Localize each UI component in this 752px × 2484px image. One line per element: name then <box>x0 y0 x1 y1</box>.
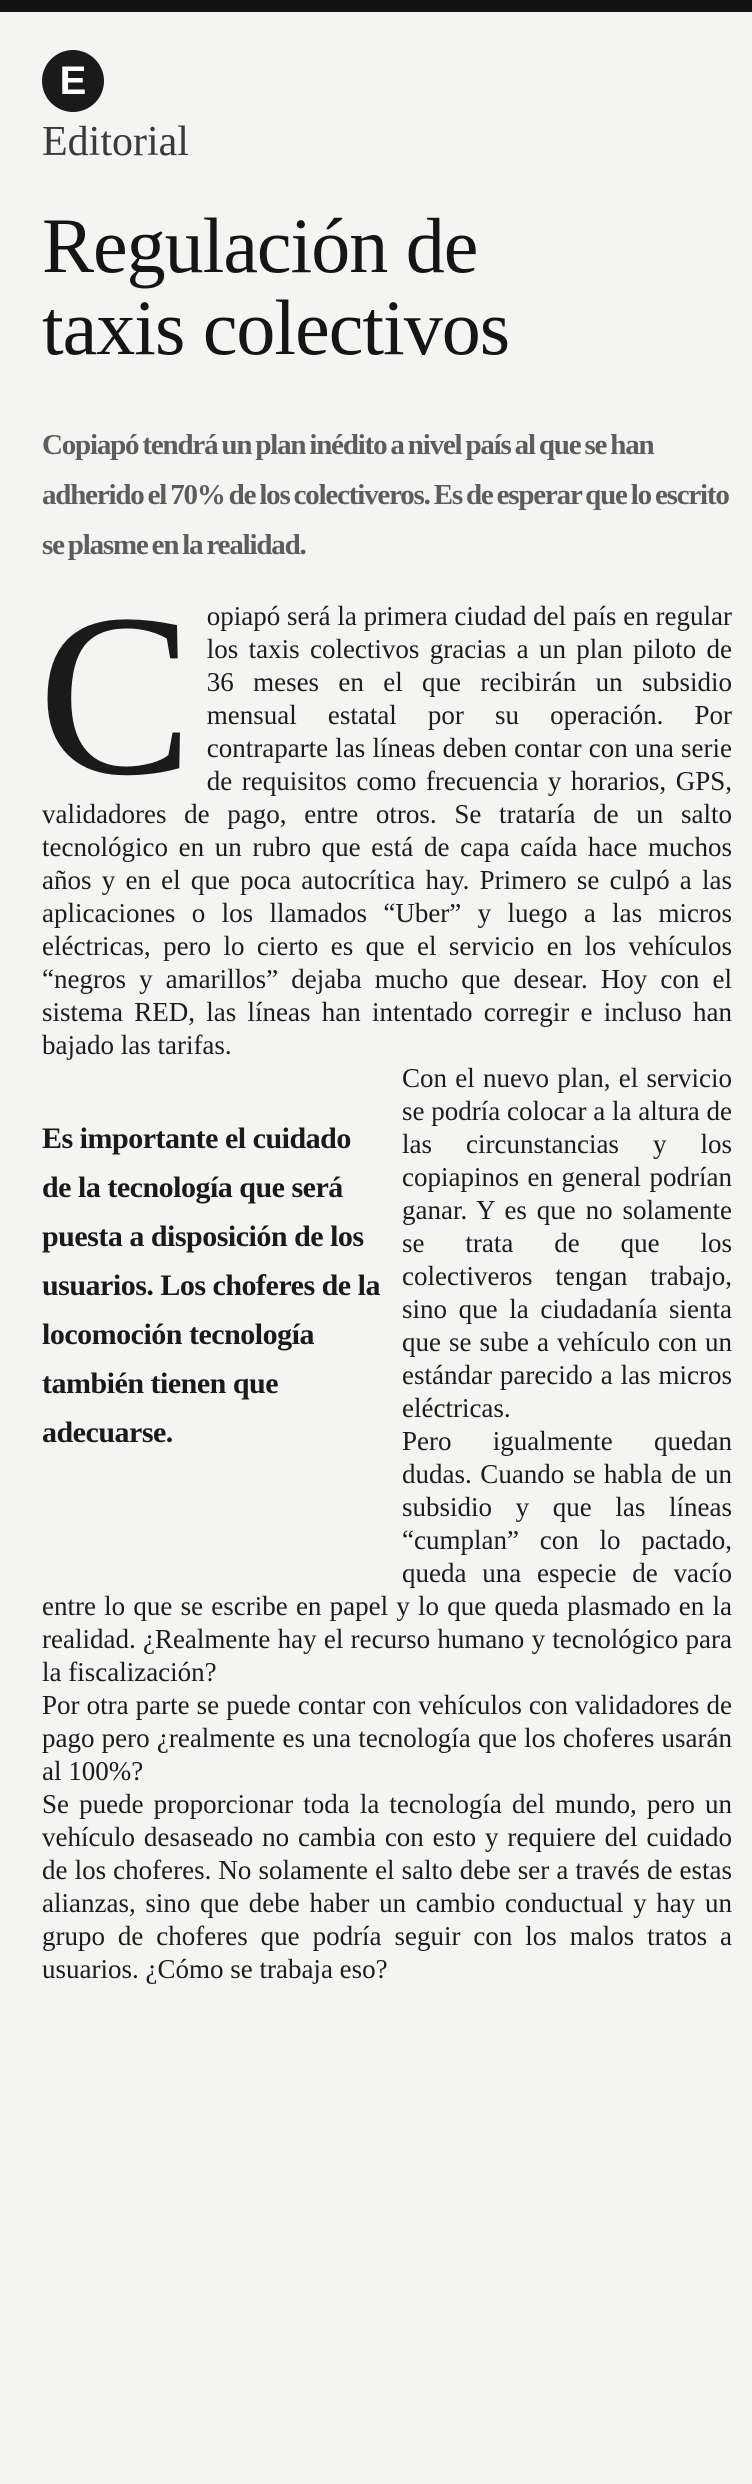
article-body <box>38 567 732 1986</box>
paragraph-1 <box>38 567 732 1062</box>
paragraph-1-text: opiapó será la primera ciudad del país en regular los taxis colectivos gracias a un plan piloto de 36 meses en el que recibirán un subsidio mensual estatal por su operación. Por contraparte las líneas deben contar con una serie de requisitos como frecuencia y horarios, GPS, validadores de pago, entre otros. Se trataría de un salto tecnológico en un rubro que está de capa caída hace muchos años y en el que poca autocrítica hay. Primero se culpó a las aplicaciones o los llamados “Uber” y luego a las micros eléctricas, pero lo cierto es que el servicio en los vehículos “negros y amarillos” dejaba mucho que desear. Hoy con el sistema RED, las líneas han intentado corregir e incluso han bajado las tarifas. <box>42 601 732 1060</box>
pullquote-block <box>42 1062 402 1582</box>
headline-line-2: taxis colectivos <box>42 284 510 371</box>
top-rule <box>0 0 752 12</box>
lede: Copiapó tendrá un plan inédito a nivel país al que se han adherido el 70% de los colectiveros. Es de esperar que lo escrito se plasme en la realidad. <box>42 429 729 561</box>
headline <box>42 202 722 371</box>
dropcap: C <box>38 567 193 824</box>
paragraph-4: Por otra parte se puede contar con vehículos con validadores de pago pero ¿realmente es una tecnología que los choferes usarán al 100%? <box>42 1690 732 1786</box>
headline-line-1: Regulación de <box>42 202 478 289</box>
section-label: Editorial <box>42 119 189 165</box>
paragraph-5: Se puede proporcionar toda la tecnología del mundo, pero un vehículo desaseado no cambia con esto y requiere del cuidado de los choferes. No solamente el salto debe ser a través de estas alianzas, sino que debe haber un cambio conductual y hay un grupo de choferes que podría seguir con los malos tratos a usuarios. ¿Cómo se trabaja eso? <box>42 1789 732 1984</box>
pullquote: Es importante el cuidado de la tecnología que será puesta a disposición de los usuarios. Los choferes de la locomoción tecnología también tienen que adecuarse. <box>42 1122 380 1449</box>
paragraph-3: Pero igualmente quedan dudas. Cuando se habla de un subsidio y que las líneas “cumplan” con lo pactado, queda una especie de vacío entre lo que se escribe en papel y lo que queda plasmado en la realidad. ¿Realmente hay el recurso humano y tecnológico para la fiscalización? <box>42 1426 732 1687</box>
paragraph-2: Con el nuevo plan, el servicio se podría colocar a la altura de las circunstancias y los copiapinos en general podrían ganar. Y es que no solamente se trata de que los colectiveros tengan trabajo, sino que la ciudadanía sienta que se sube a vehículo con un estándar parecido a las micros eléctricas. <box>402 1063 732 1423</box>
editorial-badge-icon: E <box>42 50 104 112</box>
